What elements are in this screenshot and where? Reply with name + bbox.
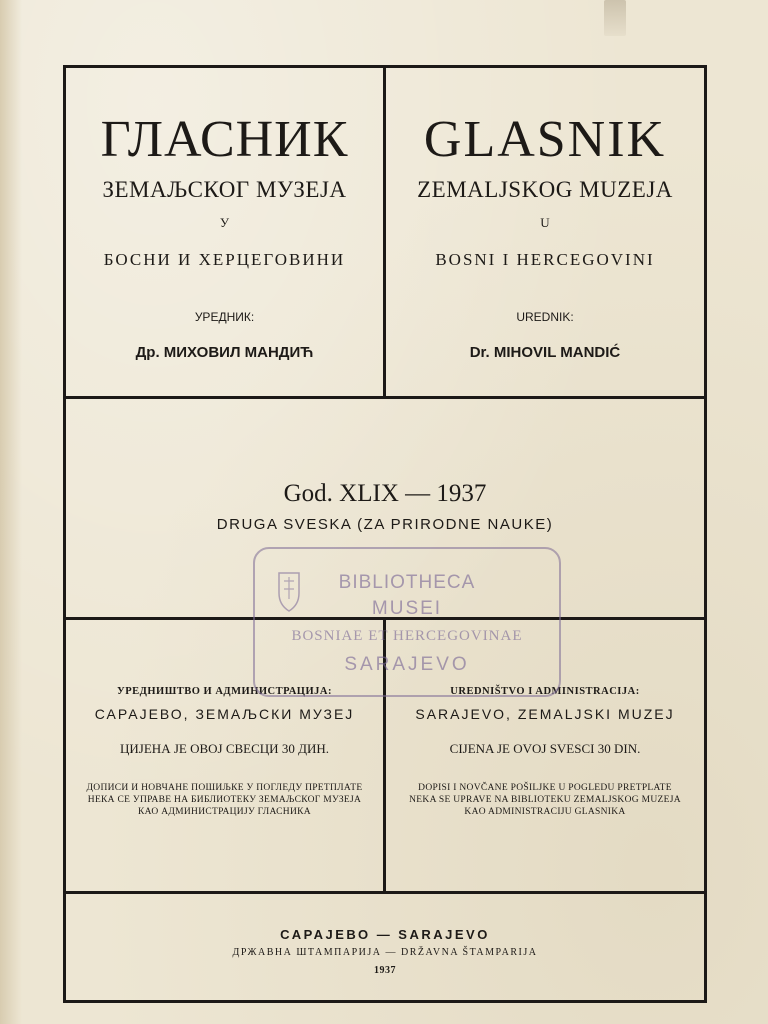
- stamp-line-1: BIBLIOTHECA: [338, 572, 476, 593]
- footer-year: 1937: [374, 965, 396, 976]
- footer-printer: ДРЖАВНА ШТАМПАРИЈА — DRŽAVNA ŠTAMPARIJA: [232, 947, 538, 958]
- footer-city: САРАЈЕВО — SARAJEVO: [280, 927, 490, 942]
- price-cyrillic: ЦИЈЕНА ЈЕ ОВОЈ СВЕСЦИ 30 ДИН.: [120, 741, 329, 756]
- issue-year: God. XLIX — 1937: [283, 480, 487, 507]
- stamp-line-3: BOSNIAE ET HERCEGOVINAE: [291, 628, 523, 644]
- admin-place-latin: SARAJEVO, ZEMALJSKI MUZEJ: [415, 706, 675, 722]
- subtitle-latin: ZEMALJSKOG MUZEJA: [417, 177, 673, 202]
- region-cyrillic: БОСНИ И ХЕРЦЕГОВИНИ: [103, 250, 346, 269]
- library-stamp: [253, 547, 561, 697]
- stamp-line-4: SARAJEVO: [344, 654, 470, 675]
- issue-part: DRUGA SVESKA (ZA PRIRODNE NAUKE): [216, 516, 554, 533]
- preposition-latin: U: [540, 215, 550, 230]
- notice-cyrillic: ДОПИСИ И НОВЧАНЕ ПОШИЉКЕ У ПОГЛЕДУ ПРЕТПЛАТЕ НЕКА СЕ УПРАВЕ НА БИБЛИОТЕКУ ЗЕМАЉСКОГ МУЗЕЈА КАО АДМИНИСТРАЦИЈУ ГЛАСНИКА: [86, 783, 363, 817]
- paper-tab-mark: [604, 0, 626, 36]
- page-edge-shadow: [0, 0, 22, 1024]
- editor-label-cyrillic: УРЕДНИК:: [194, 310, 255, 324]
- title-cyrillic: ГЛАСНИК: [100, 111, 349, 168]
- admin-label-cyrillic: УРЕДНИШТВО И АДМИНИСТРАЦИЈА:: [117, 686, 332, 697]
- notice-latin: DOPISI I NOVČANE POŠILJKE U POGLEDU PRETPLATE NEKA SE UPRAVE NA BIBLIOTEKU ZEMALJSKOG MUZEJA KAO ADMINISTRACIJU GLASNIKA: [409, 783, 681, 817]
- admin-label-latin: UREDNIŠTVO I ADMINISTRACIJA:: [450, 686, 640, 697]
- header-latin: [386, 68, 704, 396]
- editor-name-cyrillic: Др. МИХОВИЛ МАНДИЋ: [135, 344, 314, 361]
- price-latin: CIJENA JE OVOJ SVESCI 30 DIN.: [449, 741, 641, 756]
- editor-label-latin: UREDNIK:: [516, 310, 574, 324]
- header-cyrillic: [66, 68, 383, 396]
- region-latin: BOSNI I HERCEGOVINI: [435, 250, 655, 269]
- editor-name-latin: Dr. MIHOVIL MANDIĆ: [469, 344, 621, 361]
- subtitle-cyrillic: ЗЕМАЉСКОГ МУЗЕЈА: [102, 177, 347, 202]
- stamp-line-2: MUSEI: [371, 598, 443, 619]
- preposition-cyrillic: У: [219, 215, 230, 230]
- title-latin: GLASNIK: [423, 111, 667, 168]
- admin-place-cyrillic: САРАЈЕВО, ЗЕМАЉСКИ МУЗЕЈ: [94, 706, 355, 722]
